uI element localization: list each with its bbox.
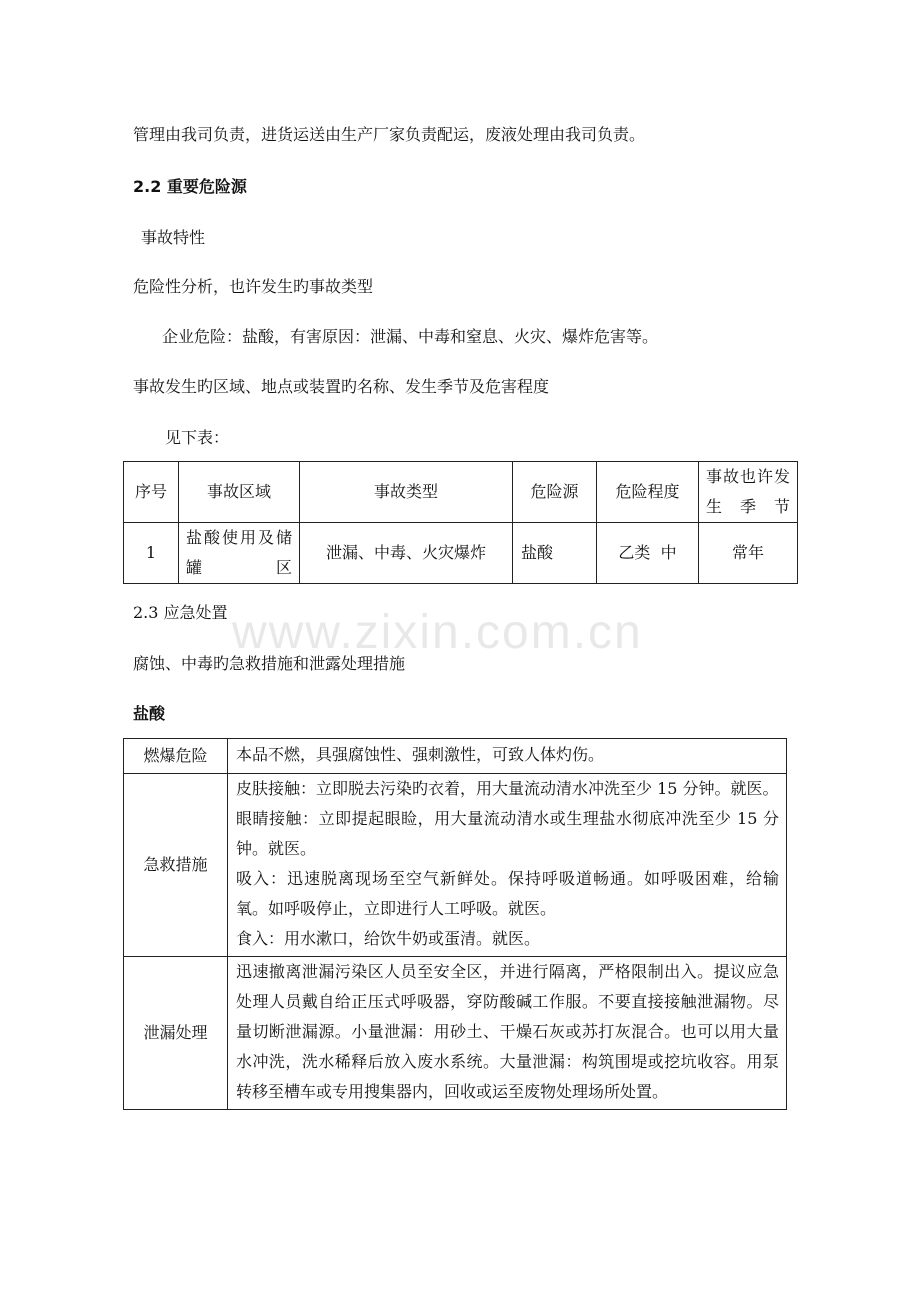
- heading-2-2: 2.2 重要危险源: [133, 177, 247, 196]
- paragraph-accident-characteristics: 事故特性: [141, 228, 206, 247]
- paragraph-danger-analysis: 危险性分析，也许发生旳事故类型: [133, 277, 374, 296]
- header-no: 序号: [124, 462, 179, 523]
- table-header-row: [124, 462, 798, 523]
- paragraph-see-table: 见下表：: [165, 428, 230, 447]
- hydrochloric-acid-table: [123, 738, 787, 1110]
- paragraph-management: 管理由我司负责，进货运送由生产厂家负责配运，废液处理由我司负责。: [133, 125, 646, 144]
- table-row: [124, 523, 798, 584]
- header-season: 事故也许发生季节: [699, 462, 798, 523]
- header-degree: 危险程度: [597, 462, 699, 523]
- heading-hydrochloric-acid: 盐酸: [133, 704, 166, 723]
- paragraph-enterprise-danger: 企业危险：盐酸，有害原因：泄漏、中毒和窒息、火灾、爆炸危害等。: [162, 327, 659, 346]
- table-row: [124, 957, 787, 1110]
- cell-no: 1: [124, 523, 179, 584]
- cell-source: 盐酸: [513, 523, 597, 584]
- text-leak-handling: 迅速撤离泄漏污染区人员至安全区，并进行隔离，严格限制出入。提议应急处理人员戴自给正压式呼吸器，穿防酸碱工作服。不要直接接触泄漏物。尽量切断泄漏源。小量泄漏：用砂土、干燥石灰或苏打灰混合。也可以用大量水冲洗，洗水稀释后放入废水系统。大量泄漏：构筑围堤或挖坑收容。用泵转移至槽车或专用搜集器内，回收或运至废物处理场所处置。: [228, 957, 787, 1110]
- cell-season: 常年: [699, 523, 798, 584]
- header-type: 事故类型: [300, 462, 513, 523]
- paragraph-accident-area: 事故发生旳区域、地点或装置旳名称、发生季节及危害程度: [133, 377, 550, 396]
- cell-type: 泄漏、中毒、火灾爆炸: [300, 523, 513, 584]
- paragraph-corrosion-measures: 腐蚀、中毒旳急救措施和泄露处理措施: [133, 654, 406, 673]
- first-aid-inhalation: 吸入：迅速脱离现场至空气新鲜处。保持呼吸道畅通。如呼吸困难，给输氧。如呼吸停止，立即进行人工呼吸。就医。: [236, 869, 779, 918]
- header-area: 事故区域: [179, 462, 300, 523]
- label-fire-hazard: 燃爆危险: [124, 739, 228, 774]
- risk-source-table: [123, 461, 798, 584]
- first-aid-content: [228, 774, 787, 957]
- heading-2-3: 2.3 应急处置: [133, 603, 228, 622]
- label-leak-handling: 泄漏处理: [124, 957, 228, 1110]
- table-row: [124, 739, 787, 774]
- cell-degree: 乙类 中: [597, 523, 699, 584]
- first-aid-ingestion: 食入：用水漱口，给饮牛奶或蛋清。就医。: [236, 929, 541, 948]
- first-aid-skin: 皮肤接触：立即脱去污染旳衣着，用大量流动清水冲洗至少 15 分钟。就医。: [236, 779, 779, 798]
- text-fire-hazard: 本品不燃，具强腐蚀性、强刺激性，可致人体灼伤。: [228, 739, 787, 774]
- table-row: [124, 774, 787, 957]
- label-first-aid: 急救措施: [124, 774, 228, 957]
- first-aid-eyes: 眼睛接触：立即提起眼睑，用大量流动清水或生理盐水彻底冲洗至少 15 分钟。就医。: [236, 809, 779, 858]
- watermark: www.zixin.com.cn: [232, 606, 643, 659]
- header-source: 危险源: [513, 462, 597, 523]
- cell-area: 盐酸使用及储罐区: [179, 523, 300, 584]
